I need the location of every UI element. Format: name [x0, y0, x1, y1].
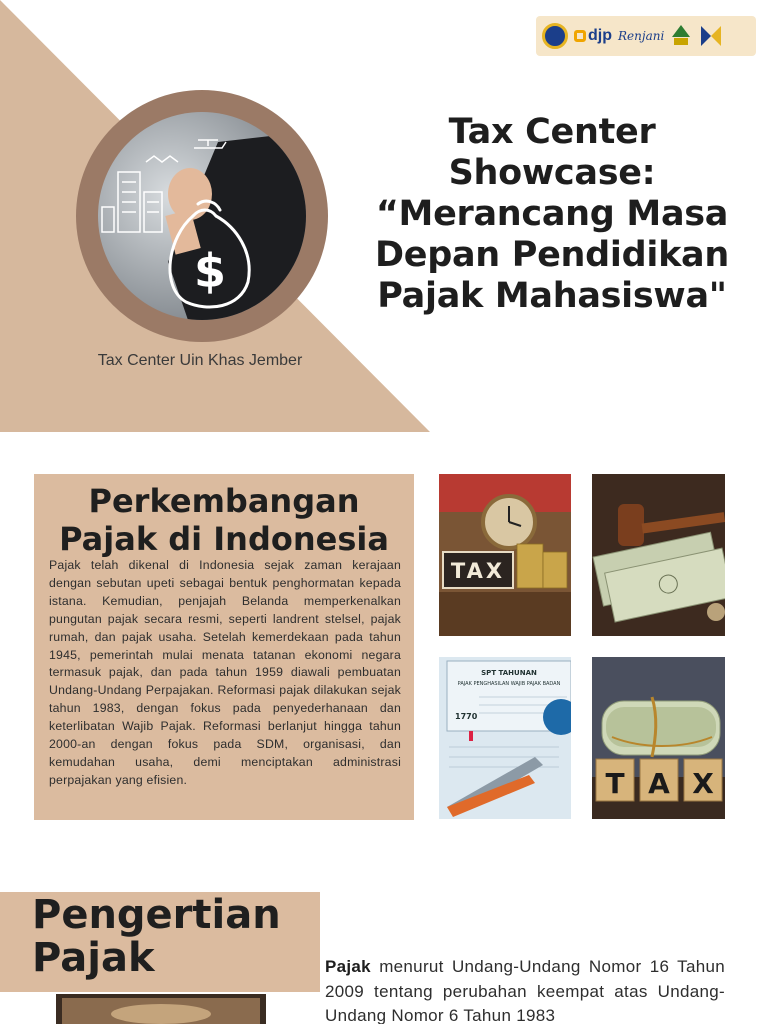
tax-cube-letter: A	[648, 767, 670, 800]
tax-cube-letter: T	[605, 767, 625, 800]
hero-money-bag-image	[98, 112, 306, 320]
definition-lead-word: Pajak	[325, 957, 371, 976]
partner-logo-strip	[536, 16, 756, 56]
tax-cube-letter: X	[692, 767, 714, 800]
gavel-money-photo	[592, 474, 725, 636]
spt-sub-text: PAJAK PENGHASILAN WAJIB PAJAK BADAN	[457, 681, 561, 687]
history-section-body: Pajak telah dikenal di Indonesia sejak zaman kerajaan dengan sebutan upeti sebagai bentuk penghormatan kepada istana. Kemudian, penjajah Belanda memperkenalkan pungutan pajak secara resmi, seperti landrent stelsel, pajak rumah, dan pajak usaha. Setelah kemerdekaan pada tahun 1945, pemerintah mulai menata tatanan ekonomi negara termasuk pajak, dan pada tahun 1959 diawali pembuatan Undang-Undang Perpajakan. Reformasi pajak dilakukan sejak tahun 1983, dengan fokus pada penyederhanaan dan keterlibatan Wajib Pajak. Reformasi berlanjut hingga tahun 2000-an dengan fokus pada SDM, organisasi, dan kemudahan usaha, demi menciptakan administrasi perpajakan yang efisien.	[49, 558, 401, 787]
history-section-title: Perkembangan Pajak di Indonesia	[59, 482, 389, 558]
definition-section-title: Pengertian Pajak	[32, 892, 281, 981]
tax-clock-coins-photo	[439, 474, 571, 636]
title-line: Showcase:	[448, 153, 656, 193]
definition-section-photo	[56, 994, 266, 1024]
title-line: Pajak Mahasiswa"	[377, 276, 727, 316]
spt-form-stapler-photo	[439, 657, 571, 819]
title-line: Depan Pendidikan	[375, 235, 729, 275]
money-roll-tax-cubes-photo	[592, 657, 725, 819]
djp-logo	[574, 27, 612, 45]
ministry-emblem-icon	[542, 23, 568, 49]
definition-body: menurut Undang-Undang Nomor 16 Tahun 2009 tentang perubahan keempat atas Undang-Undang Nomor 6 Tahun 1983	[325, 957, 725, 1024]
svg-text:$: $	[193, 244, 227, 298]
spt-header-text: SPT TAHUNAN	[481, 669, 537, 677]
tax-block-word: TAX	[450, 559, 506, 583]
djp-mark-icon	[574, 30, 586, 42]
hero-caption: Tax Center Uin Khas Jember	[97, 352, 303, 369]
spt-code-text: 1770	[455, 712, 478, 721]
djp-logo-text: djp	[588, 27, 612, 44]
page-title	[352, 112, 752, 317]
title-line: “Merancang Masa	[375, 194, 729, 234]
tax-center-logo-icon	[698, 23, 724, 49]
renjani-logo: Renjani	[618, 29, 665, 43]
uin-logo-icon	[670, 23, 692, 49]
definition-section-text	[325, 955, 725, 1024]
title-line: Tax Center	[448, 112, 656, 152]
